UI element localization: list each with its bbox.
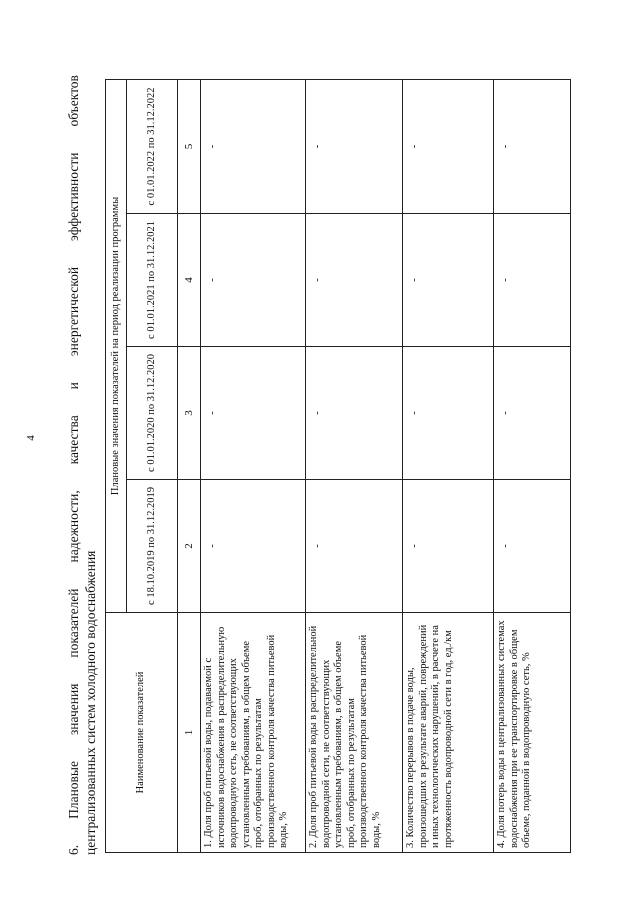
table-row [403,79,494,852]
value-cell: - [306,79,403,213]
value-cell: - [403,480,494,613]
heading-line-1 [65,75,82,855]
table-row [494,79,571,852]
column-number-row [178,79,201,852]
header-period-cell: с 18.10.2019 по 31.12.2019 [127,480,178,613]
heading-word: объектов [66,75,81,127]
value-cell: - [494,79,571,213]
header-name-cell: Наименование показателей [106,613,178,853]
value-cell: - [201,214,306,347]
value-cell: - [403,79,494,213]
value-cell: - [201,79,306,213]
value-cell: - [494,214,571,347]
value-cell: - [306,347,403,480]
header-period-cell: с 01.01.2021 по 31.12.2021 [127,214,178,347]
value-cell: - [403,347,494,480]
heading-line-2: централизованных систем холодного водоснабжения [83,550,98,855]
table-row [201,79,306,852]
column-number-cell: 5 [178,79,201,213]
value-cell: - [201,347,306,480]
heading-word: 6. [66,844,81,855]
value-cell: - [306,214,403,347]
heading-word: и [66,382,81,390]
indicator-name-cell: 3. Количество перерывов в подаче воды, произошедших в результате аварий, повреждений и иных технологических нарушений, в расчете на протяженность водопроводной сети в год, ед./км [403,613,494,853]
table-row [306,79,403,852]
heading-word: качества [66,415,81,465]
section-heading [65,75,99,855]
heading-word: Плановые [66,761,81,819]
column-number-cell: 2 [178,480,201,613]
header-row-1 [106,79,127,852]
value-cell: - [494,480,571,613]
rotated-content [65,75,585,855]
value-cell: - [201,480,306,613]
column-number-cell: 3 [178,347,201,480]
heading-word: значения [66,683,81,736]
indicator-name-cell: 1. Доля проб питьевой воды, подаваемой с источников водоснабжения в распределительную водопроводную сеть, не соответствующих установленным требованиям, в общем объеме проб, отобранных по результатам производственного контроля качества питьевой воды, % [201,613,306,853]
heading-word: энергетической [66,266,81,357]
value-cell: - [306,480,403,613]
header-group-cell: Плановые значения показателей на период реализации программы [106,79,127,612]
heading-word: эффективности [66,152,81,241]
column-number-cell: 1 [178,613,201,853]
indicator-name-cell: 4. Доля потерь воды в централизованных системах водоснабжения при ее транспортировке в общем объеме, поданной в водопроводную сеть, % [494,613,571,853]
page-number: 4 [24,435,37,441]
heading-word: показателей [66,588,81,658]
header-period-cell: с 01.01.2020 по 31.12.2020 [127,347,178,480]
value-cell: - [494,347,571,480]
indicator-name-cell: 2. Доля проб питьевой воды в распределительной водопроводной сети, не соответствующих установленным требованиям, в общем объеме проб, отобранных по результатам производственного контроля качества питьевой воды, % [306,613,403,853]
heading-word: надежности, [66,490,81,563]
value-cell: - [403,214,494,347]
indicators-table [105,79,571,853]
column-number-cell: 4 [178,214,201,347]
header-period-cell: с 01.01.2022 по 31.12.2022 [127,79,178,213]
